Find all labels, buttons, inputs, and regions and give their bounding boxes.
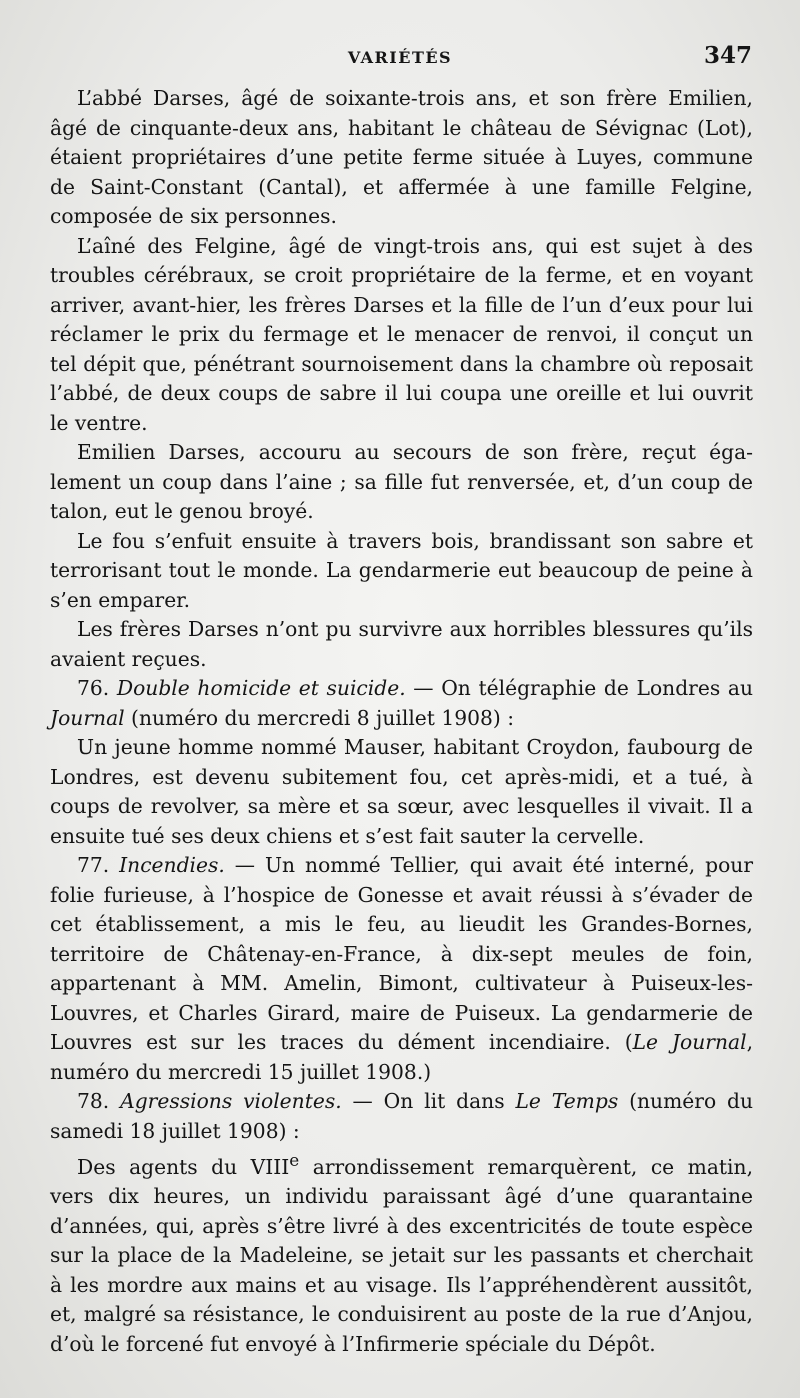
source-title: Journal [50,705,125,730]
section-text: , numéro du mercredi 15 juillet 1908.) [50,1030,753,1084]
paragraph: Les frères Darses n’ont pu survivre aux horribles blessures qu’ils avaient reçues. [50,617,753,671]
section-text: arrondissement remarquèrent, ce matin, vers dix heures, un individu paraissant âgé d’une quarantaine d’années, qui, après s’être livré à des excentricités de toute espèce sur la place de la Madeleine, se jetait sur les passants et cherchait à les mordre aux mains et au visage. Ils l’appréhendèrent aussitôt, et, malgré sa résistance, le conduisirent au poste de la rue d’Anjou, d’où le forcené fut envoyé à l’Infirmerie spéciale du Dépôt. [50,1154,754,1356]
section-text: — Un nommé Tellier, qui avait été interné, pour folie furieuse, à l’hospice de Gonesse et avait réussi à s’évader de cet établissement, a mis le feu, au lieudit les Grandes-Bornes, territoire de Châtenay-en-France, à dix-sept meules de foin, appartenant à MM. Amelin, Bimont, cultivateur à Puiseux-les-Louvres, et Charles Girard, maire de Puiseux. La gendarmerie de Louvres est sur les traces du dément incendiaire. ( [50,853,753,1054]
section-title: Incendies. [119,853,225,877]
source-title: Le Journal [632,1030,747,1054]
section-78-heading [50,1087,753,1146]
section-title: Double homicide et suicide. [116,676,406,700]
section-intro: (numéro du mercredi 8 juillet 1908) : [124,705,515,730]
source-title: Le Temps [515,1089,619,1113]
running-title: VARIÉTÉS [347,48,453,67]
section-intro: — On lit dans [341,1089,516,1113]
superscript: e [289,1150,300,1170]
page-body [50,84,753,1359]
section-number: 76. [77,676,110,700]
page-header [48,42,752,78]
paragraph: Emilien Darses, accouru au secours de son frère, reçut également un coup dans l’aine ; sa fille fut renversée, et, d’un coup de talon, eut le genou broyé. [50,440,753,523]
section-number: 78. [77,1089,110,1113]
section-77-paragraph [50,851,753,1087]
paragraph: L’aîné des Felgine, âgé de vingt-trois ans, qui est sujet à des troubles cérébraux, se croit propriétaire de la ferme, et en voyant arriver, avant-hier, les frères Darses et la fille de l’un d’eux pour lui réclamer le prix du fermage et le menacer de renvoi, il conçut un tel dépit que, pénétrant sournoisement dans la chambre où reposait l’abbé, de deux coups de sabre il lui coupa une oreille et lui ouvrit le ventre. [50,233,753,435]
page-number: 347 [703,42,752,69]
section-text: Des agents du VIII [77,1154,290,1179]
section-intro: (numéro du samedi 18 juillet 1908) : [50,1089,754,1143]
paragraph [50,1146,753,1359]
section-76-heading [50,674,753,733]
paragraph: Le fou s’enfuit ensuite à travers bois, brandissant son sabre et terrorisant tout le monde. La gendarmerie eut beaucoup de peine à s’en emparer. [50,528,753,612]
paragraph: Un jeune homme nommé Mauser, habitant Croydon, faubourg de Londres, est devenu subitement fou, cet après-midi, et a tué, à coups de revolver, sa mère et sa sœur, avec lesquelles il vivait. Il a ensuite tué ses deux chiens et s’est fait sauter la cervelle. [50,735,753,848]
section-number: 77. [77,853,110,877]
section-title: Agressions violentes. [120,1089,342,1113]
section-intro: — On télégraphie de Londres au [405,676,753,700]
paragraph: L’abbé Darses, âgé de soixante-trois ans, et son frère Emilien, âgé de cinquante-deux ans, habitant le château de Sévignac (Lot), étaient propriétaires d’une petite ferme située à Luyes, commune de Saint-Constant (Cantal), et affermée à une famille Felgine, composée de six personnes. [50,86,753,228]
